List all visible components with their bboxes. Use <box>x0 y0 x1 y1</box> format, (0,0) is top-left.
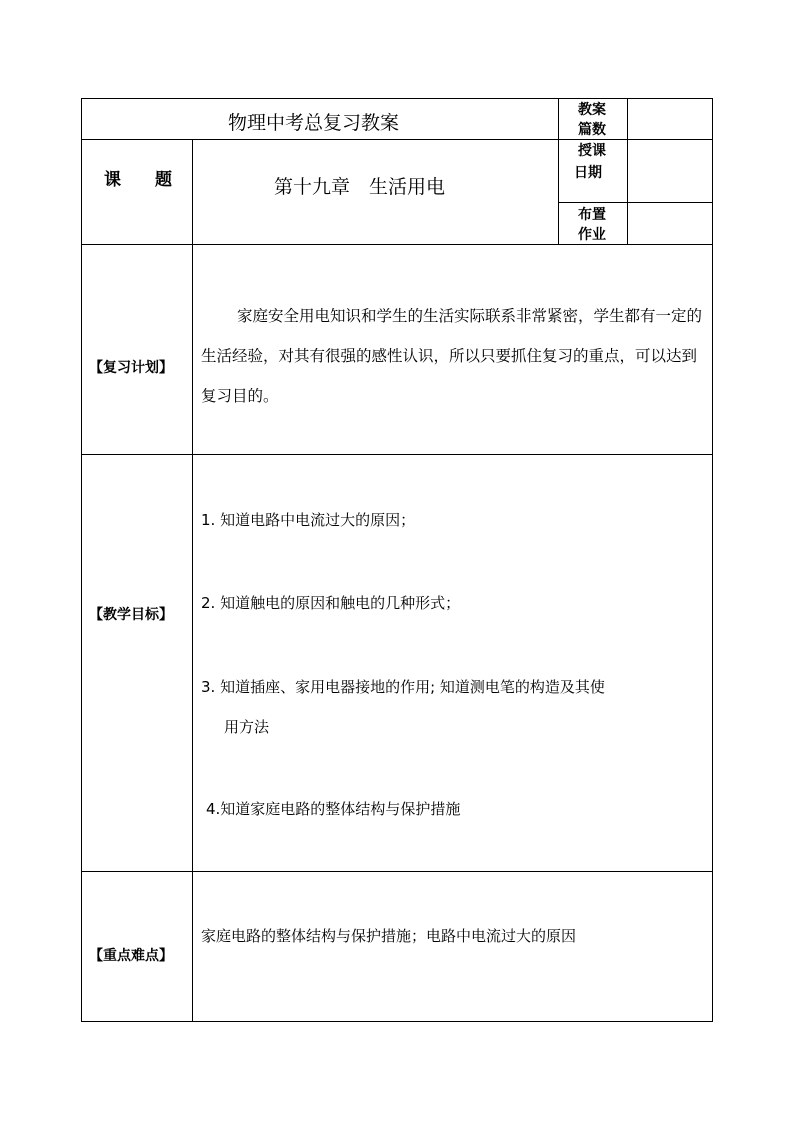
objective-item: 用方法 <box>224 718 270 736</box>
key-points-text: 家庭电路的整体结构与保护措施；电路中电流过大的原因 <box>201 927 577 945</box>
review-plan-label: 【复习计划】 <box>89 360 173 376</box>
lesson-count-label <box>578 100 606 140</box>
lesson-count-label-line2: 篇数 <box>578 122 606 138</box>
topic-label-char1: 课 <box>104 170 121 190</box>
objective-item: 3. 知道插座、家用电器接地的作用; 知道测电笔的构造及其使 <box>201 678 605 696</box>
lesson-count-label-line1: 教案 <box>578 102 606 118</box>
column-divider <box>192 139 193 1022</box>
lesson-plan-table <box>81 98 713 1022</box>
date-label-line2: 日期 <box>574 165 602 181</box>
chapter-title: 第十九章 生活用电 <box>274 176 446 198</box>
row-divider <box>558 202 713 203</box>
page-title: 物理中考总复习教案 <box>228 112 400 134</box>
homework-label <box>578 205 606 245</box>
column-divider <box>558 98 559 245</box>
row-divider <box>81 454 713 455</box>
homework-label-line2: 作业 <box>578 227 606 243</box>
homework-label-line1: 布置 <box>578 207 606 223</box>
row-divider <box>81 139 713 140</box>
objective-item: 1. 知道电路中电流过大的原因； <box>201 511 416 529</box>
review-plan-paragraph: 家庭安全用电知识和学生的生活实际联系非常紧密，学生都有一定的生活经验，对其有很强的感性认识，所以只要抓住复习的重点，可以达到复习目的。 <box>201 307 703 405</box>
objective-item: 2. 知道触电的原因和触电的几种形式； <box>201 594 461 612</box>
column-divider <box>627 98 628 245</box>
row-divider <box>81 871 713 872</box>
row-divider <box>81 244 713 245</box>
objective-item: 4.知道家庭电路的整体结构与保护措施 <box>206 800 461 818</box>
date-label <box>574 141 606 183</box>
topic-label-char2: 题 <box>155 170 172 190</box>
date-label-line1: 授课 <box>578 143 606 159</box>
objectives-label: 【教学目标】 <box>89 607 173 623</box>
topic-label <box>104 165 172 190</box>
review-plan-text <box>201 296 706 416</box>
key-points-label: 【重点难点】 <box>89 948 173 964</box>
